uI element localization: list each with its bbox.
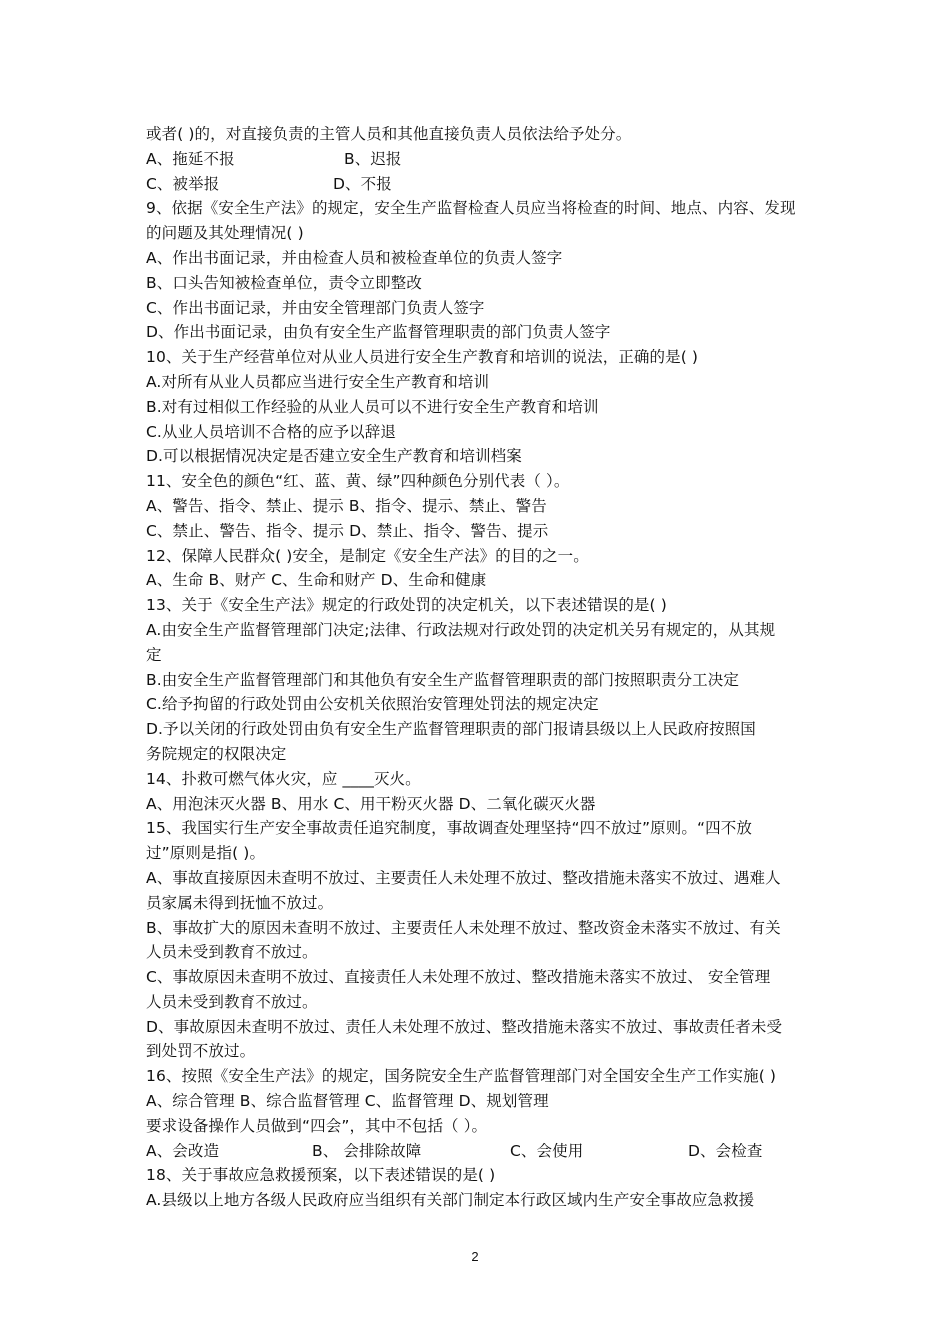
q17-option-a: A、会改造: [146, 1141, 220, 1160]
question-18: 18、关于事故应急救援预案，以下表述错误的是( ): [146, 1166, 496, 1185]
text-line: B、口头告知被检查单位，责令立即整改: [146, 273, 422, 292]
question-11: 11、安全色的颜色“红、蓝、黄、绿”四种颜色分别代表（ ）。: [146, 472, 570, 491]
question-9: 9、依据《安全生产法》的规定，安全生产监督检查人员应当将检查的时间、地点、内容、发现: [146, 199, 796, 218]
page-body: [146, 122, 811, 1213]
text-line: A、生命 B、财产 C、生命和财产 D、生命和健康: [146, 571, 487, 590]
text-line: D、事故原因未查明不放过、责任人未处理不放过、整改措施未落实不放过、事故责任者未受: [146, 1017, 783, 1036]
q17-option-d: D、会检查: [688, 1141, 763, 1160]
text-line: C、事故原因未查明不放过、直接责任人未处理不放过、整改措施未落实不放过、 安全管理: [146, 968, 771, 987]
question-17: 要求设备操作人员做到“四会”，其中不包括（ ）。: [146, 1116, 488, 1135]
text-line: B.对有过相似工作经验的从业人员可以不进行安全生产教育和培训: [146, 397, 599, 416]
text-line: C、作出书面记录，并由安全管理部门负责人签字: [146, 298, 485, 317]
text-line: 的问题及其处理情况( ): [146, 224, 304, 243]
question-10: 10、关于生产经营单位对从业人员进行安全生产教育和培训的说法，正确的是( ): [146, 348, 699, 367]
text-line: 定: [146, 645, 162, 664]
text-line: A、作出书面记录，并由检查人员和被检查单位的负责人签字: [146, 248, 563, 267]
text-line: 到处罚不放过。: [146, 1042, 256, 1061]
question-14: 14、扑救可燃气体火灾，应 ____灭火。: [146, 769, 421, 788]
q17-option-b: B、 会排除故障: [312, 1141, 422, 1160]
text-line: A.由安全生产监督管理部门决定;法律、行政法规对行政处罚的决定机关另有规定的，从其规: [146, 620, 776, 639]
text-line: 员家属未得到抚恤不放过。: [146, 893, 334, 912]
q8-options-row-2: [146, 172, 811, 197]
text-line: C.给予拘留的行政处罚由公安机关依照治安管理处罚法的规定决定: [146, 695, 599, 714]
q8-option-a: A、拖延不报: [146, 149, 235, 168]
q8-option-b: B、迟报: [344, 149, 402, 168]
text-line: 务院规定的权限决定: [146, 744, 287, 763]
q8-options-row-1: [146, 147, 811, 172]
question-13: 13、关于《安全生产法》规定的行政处罚的决定机关，以下表述错误的是( ): [146, 596, 667, 615]
question-12: 12、保障人民群众( )安全，是制定《安全生产法》的目的之一。: [146, 546, 589, 565]
text-line: D、作出书面记录，由负有安全生产监督管理职责的部门负责人签字: [146, 323, 611, 342]
text-line: A、警告、指令、禁止、提示 B、指令、提示、禁止、警告: [146, 496, 547, 515]
text-line: A.县级以上地方各级人民政府应当组织有关部门制定本行政区域内生产安全事故应急救援: [146, 1191, 755, 1210]
text-line: A、用泡沫灭火器 B、用水 C、用干粉灭火器 D、二氧化碳灭火器: [146, 794, 596, 813]
question-16: 16、按照《安全生产法》的规定，国务院安全生产监督管理部门对全国安全生产工作实施( ): [146, 1067, 777, 1086]
text-line: 过”原则是指( )。: [146, 844, 266, 863]
question-15: 15、我国实行生产安全事故责任追究制度，事故调查处理坚持“四不放过”原则。“四不放: [146, 819, 752, 838]
text-line: A、综合管理 B、综合监督管理 C、监督管理 D、规划管理: [146, 1092, 549, 1111]
text-line: A、事故直接原因未查明不放过、主要责任人未处理不放过、整改措施未落实不放过、遇难人: [146, 868, 781, 887]
q17-options-row: [146, 1139, 811, 1164]
text-line: C.从业人员培训不合格的应予以辞退: [146, 422, 396, 441]
text-line: A.对所有从业人员都应当进行安全生产教育和培训: [146, 372, 490, 391]
text-line: D.可以根据情况决定是否建立安全生产教育和培训档案: [146, 447, 522, 466]
text-line: C、禁止、警告、指令、提示 D、禁止、指令、警告、提示: [146, 521, 549, 540]
text-line: B、事故扩大的原因未查明不放过、主要责任人未处理不放过、整改资金未落实不放过、有关: [146, 918, 781, 937]
text-line: 或者( )的，对直接负责的主管人员和其他直接负责人员依法给予处分。: [146, 125, 632, 143]
q17-option-c: C、会使用: [510, 1141, 584, 1160]
text-line: B.由安全生产监督管理部门和其他负有安全生产监督管理职责的部门按照职责分工决定: [146, 670, 739, 689]
text-line: 人员未受到教育不放过。: [146, 992, 318, 1011]
text-line: D.予以关闭的行政处罚由负有安全生产监督管理职责的部门报请县级以上人民政府按照国: [146, 720, 756, 739]
q8-option-d: D、不报: [333, 174, 392, 193]
text-line: 人员未受到教育不放过。: [146, 943, 318, 962]
page-number: 2: [471, 1249, 479, 1264]
q8-option-c: C、被举报: [146, 174, 220, 193]
